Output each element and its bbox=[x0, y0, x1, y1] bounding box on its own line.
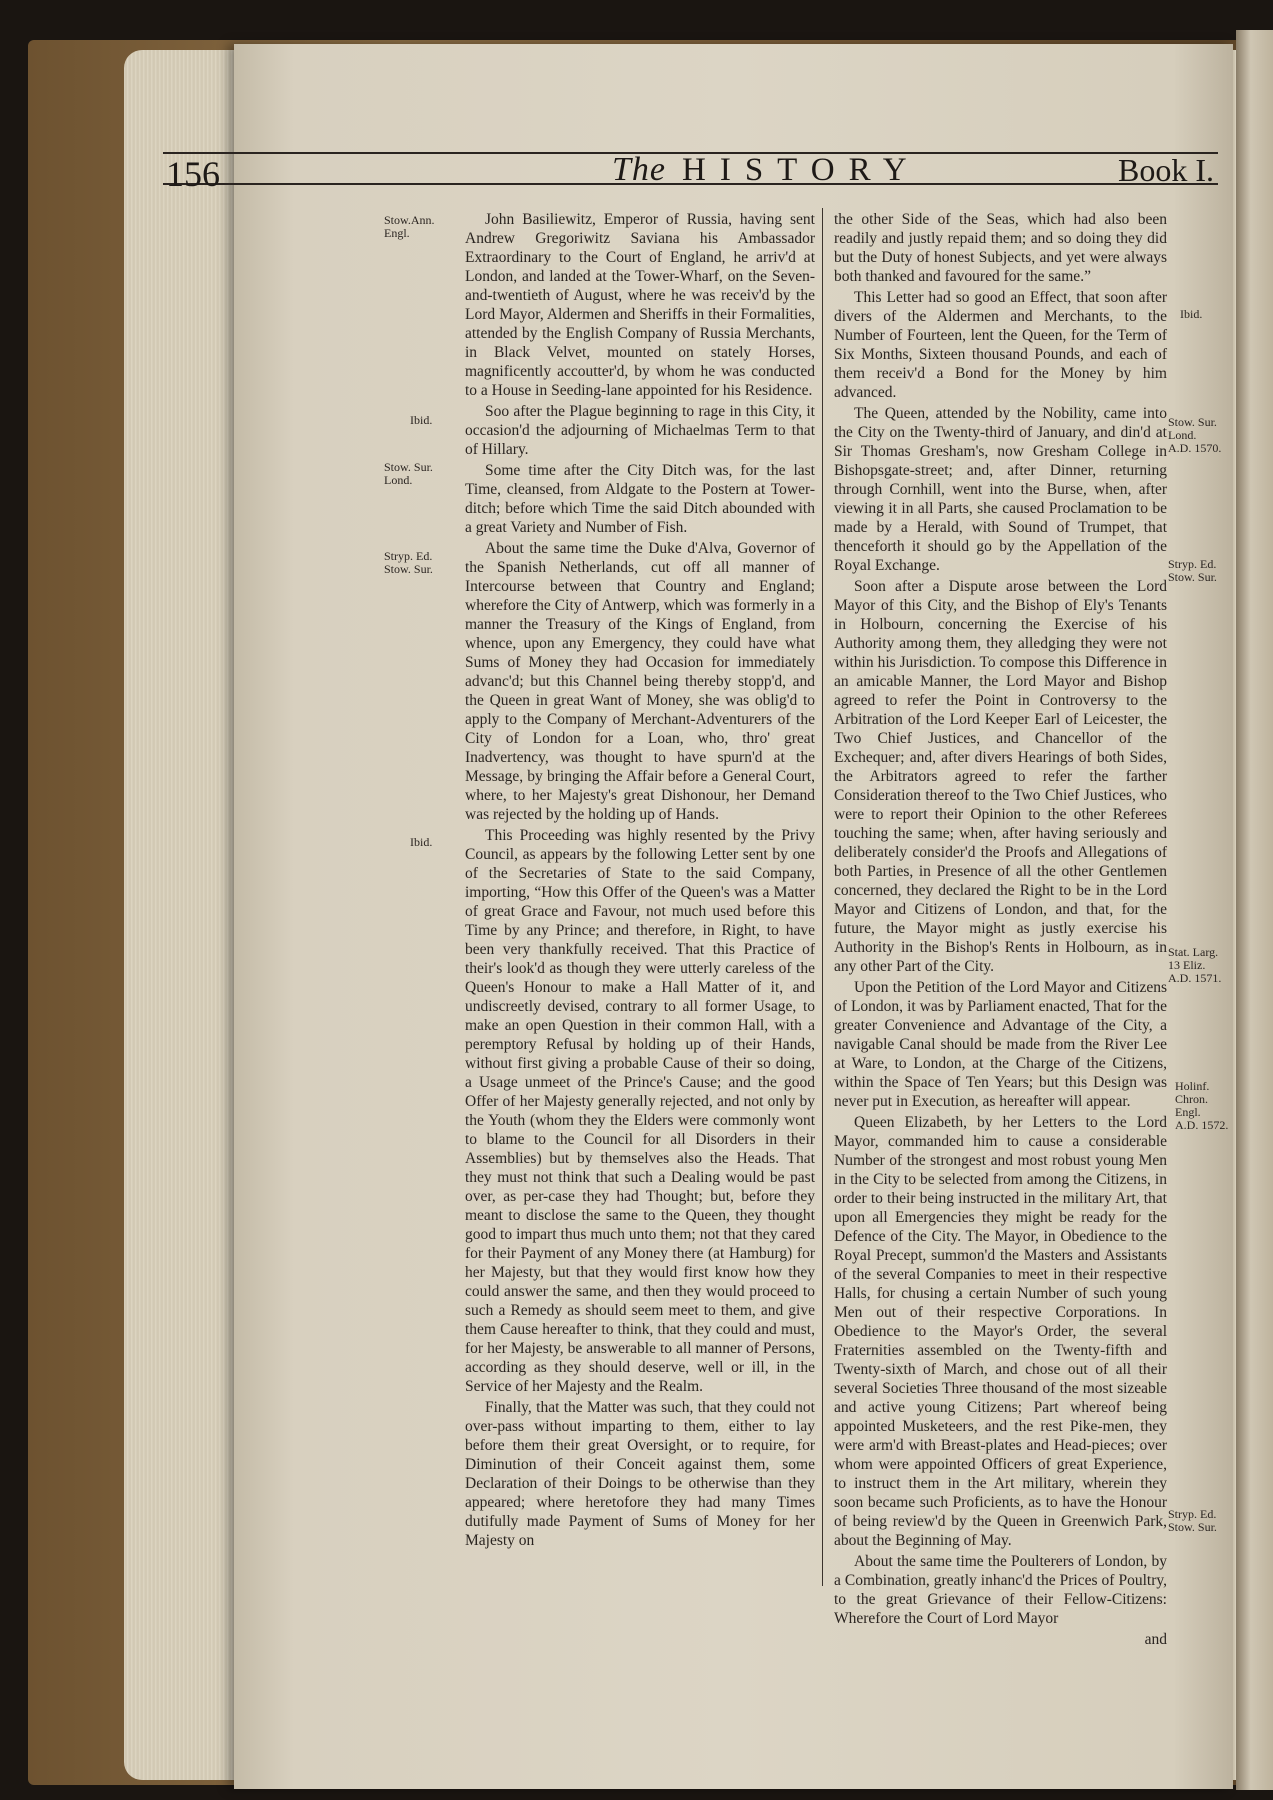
paragraph: This Letter had so good an Effect, that soon after divers of the Aldermen and Merchants, to the Number of Fourteen, lent the Queen, for the Term of Six Months, Sixteen thousand Pounds, and each of them receiv'd a Bond for the Money by him advanced. bbox=[834, 289, 1167, 401]
paragraph: Queen Elizabeth, by her Letters to the Lord Mayor, commanded him to cause a considerable Number of the strongest and most robust young Men in the City to be selected from among the Citizens, in order to their being instructed in the military Art, that upon all Emergencies they might be ready for the Defence of the City. The Mayor, in Obedience to the Royal Precept, summon'd the Masters and Assistants of the several Companies to meet in their respective Halls, for chusing a certain Number of such young Men out of their respective Corporations. In Obedience to the Mayor's Order, the several Fraternities assembled on the Twenty-fifth and Twenty-sixth of March, and chose out of all their several Societies Three thousand of the most sizeable and active young Citizens; Part whereof being appointed Musketeers, and the rest Pike-men, they were arm'd with Breast-plates and Head-pieces; over whom were appointed Officers of great Experience, to instruct them in the Art military, wherein they soon became such Proficients, as to have the Honour of being review'd by the Queen in Greenwich Park, about the Beginning of May. bbox=[834, 1114, 1167, 1549]
paragraph: Finally, that the Matter was such, that they could not over-pass without imparting to them, either to lay before them their great Oversight, or to require, for Diminution of their Conceit against them, some Declaration of their Doings to be otherwise than they appeared; where heretofore they had many Times dutifully made Payment of Sums of Money for her Majesty on bbox=[465, 1399, 815, 1549]
paragraph: About the same time the Poulterers of London, by a Combination, greatly inhanc'd the Prices of Poultry, to the great Grievance of their Fellow-Citizens: Wherefore the Court of Lord Mayor bbox=[834, 1553, 1167, 1627]
page-number: 156 bbox=[166, 154, 220, 194]
paragraph: Some time after the City Ditch was, for the last Time, cleansed, from Aldgate to the Postern at Tower-ditch; before which Time the said Ditch abounded with a great Variety and Number of Fish. bbox=[465, 462, 815, 536]
running-title-article: The bbox=[612, 151, 666, 188]
paragraph: Soon after a Dispute arose between the Lord Mayor of this City, and the Bishop of Ely's Tenants in Holbourn, concerning the Exercise of his Authority among them, they alledging they were not within his Jurisdiction. To compose this Difference in an amicable Manner, the Lord Mayor and Bishop agreed to refer the Point in Controversy to the Arbitration of the Lord Keeper Earl of Leicester, the Two Chief Justices, and Chancellor of the Exchequer; and, after divers Hearings of both Sides, the Arbitrators agreed to refer the farther Consideration thereof to the Two Chief Justices, who were to report their Opinion to the other Referees touching the same; when, after having seriously and deliberately consider'd the Proofs and Allegations of both Parties, in Presence of all the other Gentlemen concerned, they declared the Right to be in the Lord Mayor and Citizens of London, and that, for the future, the Mayor might as justly exercise his Authority in the Bishop's Rents in Holbourn, as in any other Part of the City. bbox=[834, 578, 1167, 975]
margin-note: Stryp. Ed. Stow. Sur. bbox=[384, 549, 433, 576]
margin-note: Stow. Sur. Lond. bbox=[384, 460, 433, 487]
running-title-word: HISTORY bbox=[682, 152, 921, 188]
margin-note: Ibid. bbox=[410, 835, 433, 849]
paragraph: The Queen, attended by the Nobility, came into the City on the Twenty-third of January, and din'd at Sir Thomas Gresham's, now Gresham College in Bishopsgate-street; and, after Dinner, returning through Cornhill, went into the Burse, when, after viewing it in all Parts, she caused Proclamation to be made by a Herald, with Sound of Trumpet, that thenceforth it should go by the Appellation of the Royal Exchange. bbox=[834, 405, 1167, 574]
book-label: Book I. bbox=[1118, 152, 1214, 188]
margin-note: Holinf. Chron. Engl. A.D. 1572. bbox=[1175, 1079, 1229, 1132]
margin-note: Stryp. Ed. Stow. Sur. bbox=[1168, 1507, 1217, 1534]
right-column bbox=[834, 210, 1167, 1651]
margin-note: Stat. Larg. 13 Eliz. A.D. 1571. bbox=[1168, 945, 1222, 985]
paragraph: John Basiliewitz, Emperor of Russia, having sent Andrew Gregoriwitz Saviana his Ambassador Extraordinary to the Court of England, he arriv'd at London, and landed at the Tower-Wharf, on the Seven-and-twentieth of August, where he was receiv'd by the Lord Mayor, Aldermen and Sheriffs in their Formalities, attended by the English Company of Russia Merchants, in Black Velvet, mounted on stately Horses, magnificently accoutter'd, by whom he was conducted to a House in Seeding-lane appointed for his Residence. bbox=[465, 211, 815, 399]
paragraph: Soo after the Plague beginning to rage in this City, it occasion'd the adjourning of Michaelmas Term to that of Hillary. bbox=[465, 403, 815, 458]
paragraph: About the same time the Duke d'Alva, Governor of the Spanish Netherlands, cut off all manner of Intercourse between that Country and England; wherefore the City of Antwerp, which was formerly in a manner the Treasury of the Kings of England, from whence, upon any Emergency, they could have what Sums of Money they had Occasion for immediately advanc'd; but this Channel being thereby stopp'd, and the Queen in great Want of Money, she was oblig'd to apply to the Company of Merchant-Adventurers of the City of London for a Loan, who, thro' great Inadvertency, was thought to have spurn'd at the Message, by bringing the Affair before a General Court, where, to her Majesty's great Dishonour, her Demand was rejected by the holding up of Hands. bbox=[465, 540, 815, 823]
paragraph: the other Side of the Seas, which had also been readily and justly repaid them; and so doing they did but the Duty of honest Subjects, and yet were always both thanked and favoured for the same.” bbox=[834, 211, 1167, 285]
margin-note: Stow. Sur. Lond. A.D. 1570. bbox=[1168, 415, 1222, 455]
column-divider bbox=[822, 208, 823, 1586]
paragraph: This Proceeding was highly resented by the Privy Council, as appears by the following Letter sent by one of the Secretaries of State to the said Company, importing, “How this Offer of the Queen's was a Matter of great Grace and Favour, not much used before this Time by any Prince; and therefore, in Right, to have been very thankfully received. That this Practice of their's look'd as though they were utterly careless of the Queen's Honour to make a Hall Matter of it, and undiscreetly devised, contrary to all former Usage, to make an open Question in their common Hall, with a peremptory Refusal by holding up of their Hands, without first giving a probable Cause of their so doing, a Usage unmeet of the Prince's Cause; and the good Offer of her Majesty generally rejected, and not only by the Youth (whom they the Elders were commonly wont to blame to the Council for all Disorders in their Assemblies) but by themselves also the Heads. That they must not think that such a Dealing would be past over, as per-case they had Thought; but, before they meant to disclose the same to the Queen, they thought good to impart thus much unto them; not that they cared for their Payment of any Money there (at Hamburg) for her Majesty, but that they would first know how they could answer the same, and then they would proceed to such a Remedy as should seem meet to them, and give them Cause hereafter to think, that they could and must, for her Majesty, be answerable to all manner of Persons, according as they should deserve, well or ill, in the Service of her Majesty and the Realm. bbox=[465, 827, 815, 1395]
left-column bbox=[465, 210, 815, 1552]
catchword: and bbox=[1144, 1631, 1167, 1648]
margin-note: Ibid. bbox=[410, 413, 433, 427]
running-title bbox=[612, 151, 921, 189]
margin-note: Ibid. bbox=[1180, 307, 1203, 321]
margin-note: Stryp. Ed. Stow. Sur. bbox=[1168, 557, 1217, 584]
margin-note: Stow.Ann. Engl. bbox=[384, 213, 435, 240]
paragraph: Upon the Petition of the Lord Mayor and Citizens of London, it was by Parliament enacted, That for the greater Convenience and Advantage of the City, a navigable Canal should be made from the River Lee at Ware, to London, at the Charge of the Citizens, within the Space of Ten Years; but this Design was never put in Execution, as hereafter will appear. bbox=[834, 979, 1167, 1110]
facing-page-edge bbox=[1236, 30, 1273, 1790]
